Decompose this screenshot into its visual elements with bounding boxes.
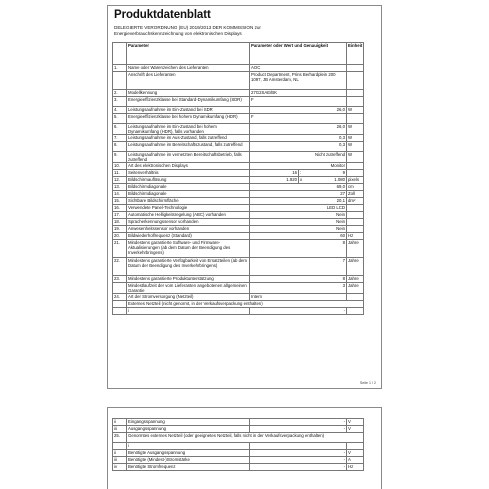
value-b: 9 xyxy=(342,170,345,175)
row-value xyxy=(250,124,347,135)
row-unit: Jahre xyxy=(347,283,364,294)
row-unit xyxy=(347,163,364,170)
value-number: 0,3 xyxy=(339,142,345,147)
row-number: 7. xyxy=(113,135,127,142)
row-value xyxy=(250,184,347,191)
row-value xyxy=(250,135,347,142)
value-separator: x xyxy=(300,177,303,182)
value-number: 69,0 xyxy=(336,184,345,189)
table-row xyxy=(113,97,364,107)
table-row xyxy=(113,283,364,294)
value-number: 8 xyxy=(342,240,345,245)
row-number: 17. xyxy=(113,212,127,219)
row-unit: V xyxy=(347,419,364,426)
row-number: 22. xyxy=(113,258,127,276)
row-number: 16. xyxy=(113,205,127,212)
row-number: 14. xyxy=(113,191,127,198)
row-unit: W xyxy=(347,152,364,163)
row-label: Mindestens garantierte Produktunterstützung xyxy=(127,276,250,283)
value-number: - xyxy=(343,426,345,431)
row-label: Leistungsaufnahme im Ein-Zustand bei SDR xyxy=(127,107,250,114)
row-label: Benötigte Ausgangsspannung xyxy=(127,450,250,457)
row-label: Energieeffizienzklasse bei hohem Dynamikumfang (HDR) xyxy=(127,114,250,124)
row-unit: V xyxy=(347,450,364,457)
table-row xyxy=(113,191,364,198)
value-text: Intern xyxy=(251,294,262,299)
row-label: Verwendete Panel-Technologie xyxy=(127,205,250,212)
row-value xyxy=(250,233,347,240)
value-b: 1.080 xyxy=(334,177,345,182)
header-value: Parameter oder Wert und Genauigkeit xyxy=(250,43,347,65)
value-number: LED LCD xyxy=(326,205,345,210)
row-number: 19. xyxy=(113,226,127,233)
row-label: Energieeffizienzklasse bei Standard-Dynamikumfang (SDR) xyxy=(127,97,250,107)
row-label: Automatische Helligkeitsregelung (ABC) vorhanden xyxy=(127,212,250,219)
table-row xyxy=(113,163,364,170)
row-value-a xyxy=(250,170,302,177)
row-label: Genormtes externes Netzteil (oder geeignetes Netzteil, falls nicht in der Verkaufsverpackung enthalten) xyxy=(127,433,364,443)
row-label: i xyxy=(127,443,250,450)
row-label: Bildwiederholfrequenz (Standard) xyxy=(127,233,250,240)
table-row xyxy=(113,90,364,97)
value-number: 26,0 xyxy=(336,124,345,129)
table-row xyxy=(113,301,364,308)
row-value xyxy=(250,226,347,233)
header-unit: Einheit xyxy=(347,43,364,65)
row-number xyxy=(113,308,127,315)
row-number: 4. xyxy=(113,107,127,114)
datasheet-page-1 xyxy=(107,5,382,389)
row-label: Anschrift des Lieferanten xyxy=(127,72,250,90)
row-value xyxy=(250,97,347,107)
row-label: Spracherkennungssensor vorhanden xyxy=(127,219,250,226)
value-number: 27 xyxy=(340,191,345,196)
row-value xyxy=(250,450,347,457)
row-number: 9. xyxy=(113,152,127,163)
row-value xyxy=(250,457,347,464)
row-number: 18. xyxy=(113,219,127,226)
row-number xyxy=(113,283,127,294)
row-unit: dm² xyxy=(347,198,364,205)
row-number: 25. xyxy=(113,433,127,443)
row-unit: Jahre xyxy=(347,240,364,258)
table-row xyxy=(113,433,364,443)
value-number: Nein xyxy=(336,226,345,231)
row-label: Sichtbare Bildschirmfläche xyxy=(127,198,250,205)
row-value-b xyxy=(299,170,347,177)
row-number: 6. xyxy=(113,124,127,135)
row-number: 20. xyxy=(113,233,127,240)
row-unit: W xyxy=(347,124,364,135)
table-row xyxy=(113,233,364,240)
row-number: ii xyxy=(113,450,127,457)
row-value xyxy=(250,464,347,471)
value-a: 16 xyxy=(292,170,297,175)
table-row xyxy=(113,308,364,315)
row-label: Mindestens garantierte Verfügbarkeit von Ersatzteilen (ab dem Datum der Beendigung des Inverkehrbringens) xyxy=(127,258,250,276)
value-number: 20,1 xyxy=(336,198,345,203)
row-label: Leistungsaufnahme im Aus-Zustand, falls zutreffend xyxy=(127,135,250,142)
row-label: Benötigte Stromfrequenz xyxy=(127,464,250,471)
table-row xyxy=(113,152,364,163)
row-value xyxy=(250,276,347,283)
row-label: Leistungsaufnahme im Bereitschaftszustand, falls zutreffend xyxy=(127,142,250,152)
row-unit xyxy=(347,170,364,177)
row-label: Modellkennung xyxy=(127,90,250,97)
row-unit xyxy=(347,219,364,226)
table-row xyxy=(113,457,364,464)
row-unit xyxy=(347,114,364,124)
row-unit: W xyxy=(347,107,364,114)
row-unit: Hz xyxy=(347,233,364,240)
table-row xyxy=(113,205,364,212)
row-unit xyxy=(347,308,364,315)
row-value xyxy=(250,65,347,72)
row-value xyxy=(250,152,347,163)
table-row xyxy=(113,142,364,152)
row-label: Name oder Warenzeichen des Lieferanten xyxy=(127,65,250,72)
row-label: Eingangsspannung xyxy=(127,419,250,426)
row-unit: V xyxy=(347,426,364,433)
value-text: F xyxy=(251,97,254,102)
table-row xyxy=(113,198,364,205)
table-row xyxy=(113,135,364,142)
row-number: 2. xyxy=(113,90,127,97)
table-row xyxy=(113,107,364,114)
value-separator: : xyxy=(300,170,302,175)
page-title: Produktdatenblatt xyxy=(114,9,211,21)
value-number: 26,0 xyxy=(336,107,345,112)
row-unit: W xyxy=(347,142,364,152)
row-unit xyxy=(347,443,364,450)
row-unit: A xyxy=(347,457,364,464)
row-number: 5. xyxy=(113,114,127,124)
row-label: Mindestlaufzeit der vom Lieferanten angebotenen allgemeinen Garantie xyxy=(127,283,250,294)
table-row xyxy=(113,177,364,184)
row-number: 15. xyxy=(113,198,127,205)
row-unit: Hz xyxy=(347,464,364,471)
row-number: 1. xyxy=(113,65,127,72)
table-row xyxy=(113,464,364,471)
value-number: 3 xyxy=(342,283,345,288)
row-value xyxy=(250,219,347,226)
value-number: - xyxy=(343,464,345,469)
row-value xyxy=(250,294,347,301)
row-value xyxy=(250,142,347,152)
row-label: Externes Netzteil (nicht genormt, in der Verkaufsverpackung enthalten) xyxy=(127,301,364,308)
row-label: Bildschirmdiagonale xyxy=(127,191,250,198)
table-row xyxy=(113,170,364,177)
row-label: Art der Stromversorgung (Netzteil) xyxy=(127,294,250,301)
row-value xyxy=(250,419,347,426)
row-value-a xyxy=(250,177,299,184)
row-value xyxy=(250,426,347,433)
row-unit xyxy=(347,90,364,97)
row-value xyxy=(250,212,347,219)
value-text: 27G2SAE/BK xyxy=(251,90,278,95)
row-label: Mindestens garantierte Software- und Firmware-Aktualisierungen (ab dem Datum der Beendigung des Inverkehrbringens) xyxy=(127,240,250,258)
value-number: Nein xyxy=(336,212,345,217)
row-number: 8. xyxy=(113,142,127,152)
row-value xyxy=(250,258,347,276)
row-value xyxy=(250,308,347,315)
row-unit xyxy=(347,226,364,233)
row-number xyxy=(113,72,127,90)
row-value xyxy=(250,72,347,90)
value-number: - xyxy=(343,308,345,313)
row-unit xyxy=(347,97,364,107)
row-value xyxy=(250,205,347,212)
row-unit xyxy=(347,212,364,219)
value-number: 7 xyxy=(342,258,345,263)
row-number: 12. xyxy=(113,177,127,184)
row-number: 10. xyxy=(113,163,127,170)
row-label: Bildschirmauflösung xyxy=(127,177,250,184)
row-number: iv xyxy=(113,464,127,471)
table-row xyxy=(113,240,364,258)
value-text: AOC xyxy=(251,65,261,70)
table-row xyxy=(113,114,364,124)
table-row xyxy=(113,419,364,426)
row-label: Bildschirmdiagonale xyxy=(127,184,250,191)
row-label: Seitenverhältnis xyxy=(127,170,250,177)
value-number: - xyxy=(343,419,345,424)
table-row xyxy=(113,294,364,301)
value-number: - xyxy=(343,450,345,455)
row-number: 23. xyxy=(113,276,127,283)
row-unit: pixels xyxy=(347,177,364,184)
row-number xyxy=(113,443,127,450)
page-number: Seite 1 / 2 xyxy=(359,381,376,385)
header-parameter: Parameter xyxy=(127,43,250,65)
table-row xyxy=(113,219,364,226)
table-row xyxy=(113,443,364,450)
row-value xyxy=(250,163,347,170)
regulation-subtitle: DELEGIERTE VERORDNUNG (EU) 2019/2013 DER KOMMISSION zur Energieverbrauchskennzeichnung von elektronischen Displays xyxy=(114,25,261,36)
row-unit xyxy=(347,65,364,72)
row-unit xyxy=(347,205,364,212)
value-number: 60 xyxy=(340,233,345,238)
row-number: 24. xyxy=(113,294,127,301)
row-value xyxy=(250,191,347,198)
table-row xyxy=(113,226,364,233)
row-number xyxy=(113,301,127,308)
table-header-row xyxy=(113,43,364,65)
value-number: 0,3 xyxy=(339,135,345,140)
row-number: iii xyxy=(113,426,127,433)
row-value xyxy=(250,240,347,258)
row-label: Leistungsaufnahme im Ein-Zustand bei hohem Dynamikumfang (HDR), falls vorhanden xyxy=(127,124,250,135)
row-value xyxy=(250,283,347,294)
row-unit: W xyxy=(347,135,364,142)
row-label: Leistungsaufnahme im vernetzten Bereitschaftsbetrieb, falls zutreffend xyxy=(127,152,250,163)
value-number: Nein xyxy=(336,219,345,224)
row-label: Benötigte (Mindest-)Stromstärke xyxy=(127,457,250,464)
value-number: Monitor xyxy=(330,163,345,168)
row-unit: Zoll xyxy=(347,191,364,198)
table-row xyxy=(113,258,364,276)
value-text: F xyxy=(251,114,254,119)
row-unit: Jahre xyxy=(347,258,364,276)
value-number: Nicht zutreffend xyxy=(314,152,345,157)
row-value xyxy=(250,198,347,205)
row-label: Ausgangsspannung xyxy=(127,426,250,433)
table-row xyxy=(113,276,364,283)
table-row xyxy=(113,212,364,219)
row-label: Anwesenheitssensor vorhanden xyxy=(127,226,250,233)
row-unit xyxy=(347,72,364,90)
row-number: 3. xyxy=(113,97,127,107)
datasheet-table xyxy=(112,42,364,315)
table-row xyxy=(113,184,364,191)
row-value-b xyxy=(299,177,347,184)
row-unit: cm xyxy=(347,184,364,191)
table-row xyxy=(113,450,364,457)
row-unit: Jahre xyxy=(347,276,364,283)
datasheet-page-2 xyxy=(107,407,382,489)
table-row xyxy=(113,124,364,135)
row-number: 13. xyxy=(113,184,127,191)
row-number: 11. xyxy=(113,170,127,177)
value-text: Product Department, Prins Berhardplein 200 1097, JB Amsterdam, NL xyxy=(251,72,336,82)
value-number: 8 xyxy=(342,276,345,281)
value-number: - xyxy=(343,457,345,462)
row-value xyxy=(250,107,347,114)
row-value xyxy=(250,114,347,124)
row-label: Art des elektronischen Displays xyxy=(127,163,250,170)
datasheet-table-continued xyxy=(112,418,364,471)
row-value xyxy=(250,443,347,450)
row-number: iii xyxy=(113,457,127,464)
table-row xyxy=(113,72,364,90)
row-number: ii xyxy=(113,419,127,426)
value-a: 1.920 xyxy=(286,177,297,182)
table-row xyxy=(113,65,364,72)
row-number: 21. xyxy=(113,240,127,258)
row-unit xyxy=(347,294,364,301)
row-value xyxy=(250,90,347,97)
table-row xyxy=(113,426,364,433)
row-label: i xyxy=(127,308,250,315)
